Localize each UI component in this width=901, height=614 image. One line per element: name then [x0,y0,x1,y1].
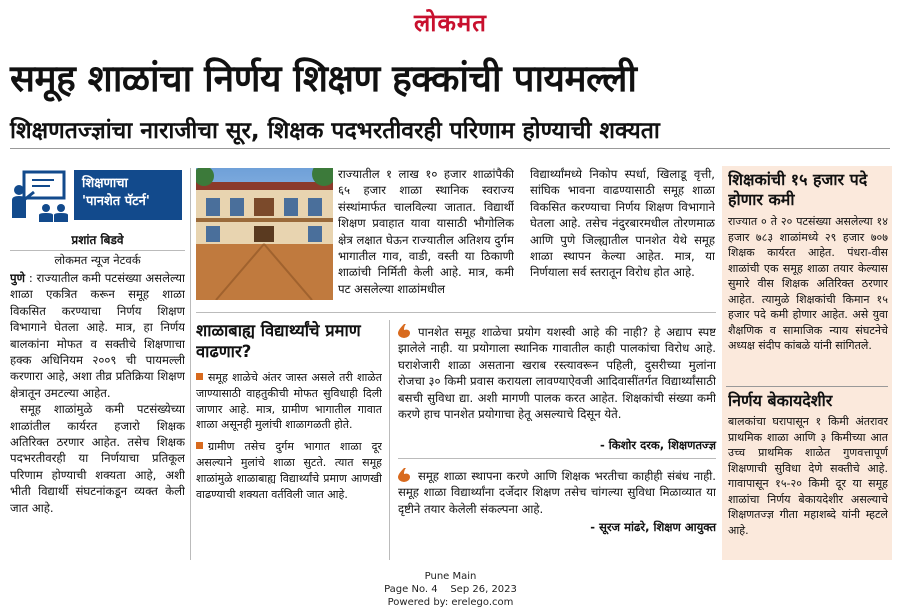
column-divider [389,320,390,560]
quote-1-text: पानशेत समूह शाळेचा प्रयोग यशस्वी आहे की नाही? हे अद्याप स्पष्ट झालेले नाही. या प्रयोगाला स्थानिक गावातील काही पालकांचा विरोध आहे. घराशेजारी शाळा असताना खराब रस्त्यावरून पहिली, दुसरीच्या मुलांना रोजचा ३० किमी प्रवास करायला लावण्याऐवजी आदिवासींतर्गत विद्यार्थ्यांसाठी बसची सुविधा द्या. अशी मागणी पालक करत आहेत. शिक्षकांची संख्या कमी करणे हाच पानशेत प्रयोगाचा हेतू असल्याचे दिसून येते. [398,325,716,422]
school-building-photo [196,168,333,300]
page-date-label: Page No. 4 Sep 26, 2023 [384,584,517,595]
teacher-posts-box [728,170,888,392]
bullet-2-text: ग्रामीण तसेच दुर्गम भागात शाळा दूर असल्याने मुलांचे शाळा सुटते. त्यात समूह शाळांमुळे शाळाबाह्य विद्यार्थ्यांचे प्रमाण आणखी वाढण्याची शक्यता वर्तविली जात आहे. [196,440,382,501]
newspaper-logo: लोकमत [414,7,487,37]
page-footer [0,570,901,614]
bullet-icon [196,442,203,449]
series-badge [10,168,182,222]
agency-name: लोकमत न्यूज नेटवर्क [54,253,141,267]
author-name: प्रशांत बिडवे [71,233,124,247]
bullet-1-text: समूह शाळेचे अंतर जास्त असले तरी शाळेत जाण्यासाठी वाहतुकीची मोफत सुविधाही दिली जाणार आहे. मात्र, ग्रामीण भागातील गावात शाळा असूनही मुलांची शाळागळती होते. [196,371,382,432]
column-divider [190,168,191,560]
quote-1-attribution: - किशोर दरक, शिक्षणतज्ज्ञ [600,438,716,452]
series-title-line2: 'पानशेत पॅटर्न' [82,194,150,209]
divider [10,250,185,251]
byline [10,232,185,248]
dropout-bullet-2 [196,439,382,502]
divider [196,312,716,313]
quote-2-attribution: - सूरज मांढरे, शिक्षण आयुक्त [590,520,716,534]
paragraph-1-text: : राज्यातील कमी पटसंख्या असलेल्या शाळा एकत्रित करून समूह शाळा विकसित करण्याचा निर्णय शिक्षण विभागाने घेतला आहे. मात्र, हा निर्णय बालकांना मोफत व सक्तीचे शिक्षणाचा हक्क अधिनियम २००९ ची पायमल्ली करणारा आहे, अशा तीव्र प्रतिक्रिया शिक्षण क्षेत्रातून उमटल्या आहेत. [10,271,185,400]
illegal-decision-heading: निर्णय बेकायदेशीर [728,391,833,410]
teacher-posts-heading: शिक्षकांची १५ हजार पदे होणार कमी [728,170,868,209]
teacher-board-icon [10,168,70,222]
paragraph-2: समूह शाळांमुळे कमी पटसंख्येच्या शाळांतील कार्यरत हजारो शिक्षक अतिरिक्त ठरणार आहेत. तसेच शिक्षक पदभरतीवरही या निर्णयाचा प्रतिकूल परिणाम होण्याची शक्यता आहे, अशी भीती विद्यार्थी संघटनांकडून व्यक्त केली जात आहे. [10,402,185,515]
dateline: पुणे [10,271,25,285]
divider [398,458,716,459]
headline: समूह शाळांचा निर्णय शिक्षण हक्कांची पायमल्ली [10,57,637,100]
series-title [74,170,182,220]
teacher-posts-text: राज्यात ० ते २० पटसंख्या असलेल्या १४ हजार ७८३ शाळांमध्ये २९ हजार ७०७ शिक्षक कार्यरत आहेत. पंधरा-वीस शाळांची एक समूह शाळा तयार केल्यास सुमारे वीस शिक्षक अतिरिक्त ठरणार आहेत. त्यामुळे शिक्षकांची किमान १५ हजार पदे कमी होणार आहेत. असे युवा शैक्षणिक व सामाजिक न्याय संघटनेचे अध्यक्ष संदीप कांबळे यांनी सांगितले. [728,215,888,352]
column-2-body: राज्यातील १ लाख १० हजार शाळांपैकी ६५ हजार शाळा स्थानिक स्वराज्य संस्थांमार्फत चालविल्या जातात. विद्यार्थी शिक्षण प्रवाहात यावा यासाठी भौगोलिक क्षेत्र लक्षात घेऊन राज्यातील अतिशय दुर्गम भागातील गाव, वाडी, वस्ती या ठिकाणी शाळांची निर्मिती केली आहे. मात्र, कमी पट असलेल्या शाळांमधील [338,167,514,296]
quote-icon [398,324,410,338]
divider [726,386,888,387]
illegal-decision-box [728,390,888,560]
bullet-icon [196,373,203,380]
dropout-heading: शाळाबाह्य विद्यार्थ्यांचे प्रमाण वाढणार? [196,321,361,361]
quote-2-text: समूह शाळा स्थापना करणे आणि शिक्षक भरतीचा काहीही संबंध नाही. समूह शाळा विद्यार्थ्यांना दर्जेदार शिक्षण तसेच चांगल्या सुविधा मिळाव्यात या दृष्टीने तयार केलेली संकल्पना आहे. [398,469,716,516]
quote-icon [398,468,410,482]
illegal-decision-text: बालकांचा घरापासून १ किमी अंतरावर प्राथमिक शाळा आणि ३ किमीच्या आत उच्च प्राथमिक शाळेत गुणवत्तापूर्ण शिक्षणाची सुविधा देणे सक्तीचे आहे. गावापासून १५-२० किमी दूर या समूह शाळांचा निर्णय बेकायदेशीर असल्याचे शिक्षणतज्ज्ञ गीता महाशब्दे यांनी म्हटले आहे. [728,415,888,537]
paragraph-1 [10,270,185,401]
column-3-body: विद्यार्थ्यांमध्ये निकोप स्पर्धा, खिलाडू वृत्ती, सांघिक भावना वाढण्यासाठी समूह शाळा विकसित करण्याचा निर्णय शिक्षण विभागाने घेतला आहे. तसेच नंदुरबारमधील तोरणमाळ आणि पुणे जिल्ह्यातील पानशेत येथे समूह शाळा स्थापन केल्या आहेत. मात्र, या निर्णयाला सर्व स्तरातून विरोध होत आहे. [530,167,715,280]
powered-by-label: Powered by: erelego.com [387,597,514,608]
column-1-body [10,270,185,560]
dropout-bullet-1 [196,370,382,433]
dropout-box [196,320,382,560]
quote-kishor-darak [398,324,716,454]
masthead [0,0,901,44]
series-title-line1: शिक्षणाचा [82,176,128,191]
edition-label: Pune Main [424,571,477,582]
subheadline: शिक्षणतज्ज्ञांचा नाराजीचा सूर, शिक्षक पदभरतीवरही परिणाम होण्याची शक्यता [10,113,890,149]
